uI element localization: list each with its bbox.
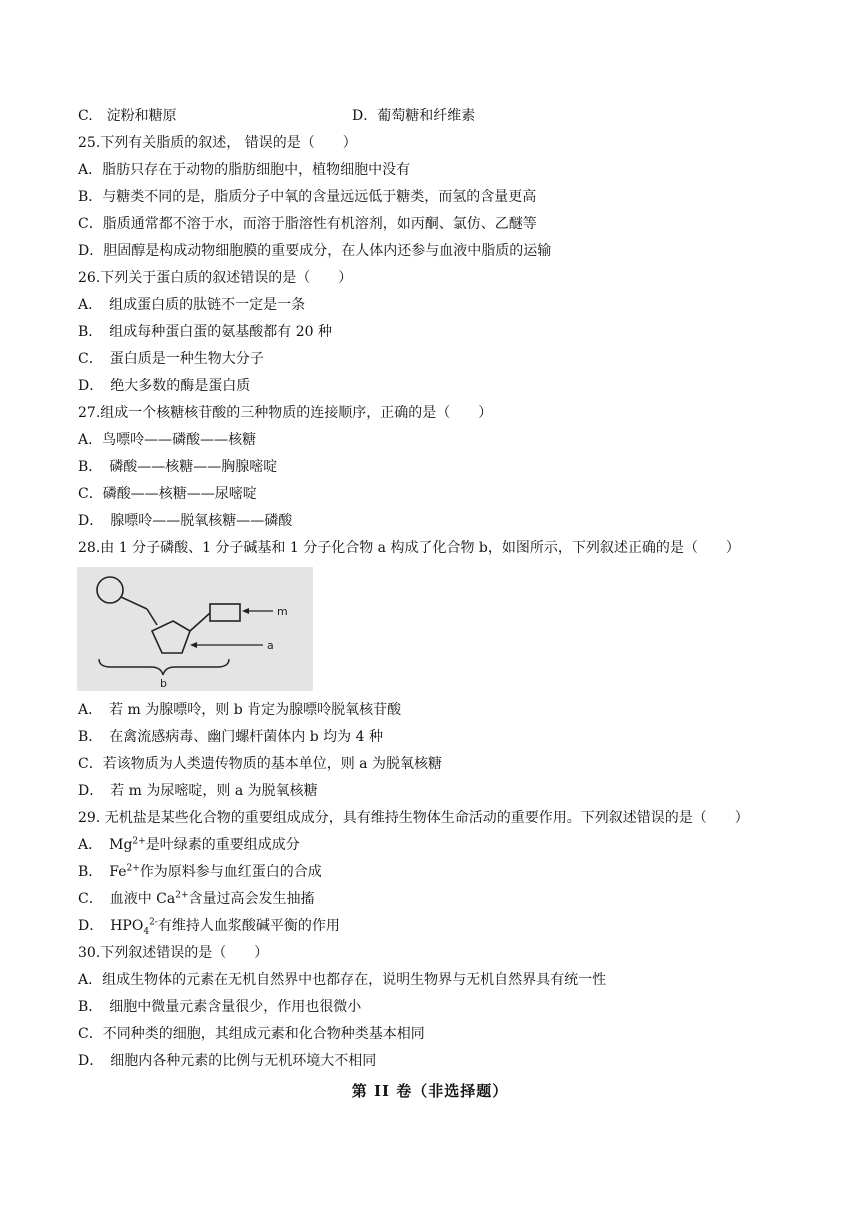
q28-option-b: B． 在禽流感病毒、幽门螺杆菌体内 b 均为 4 种	[78, 729, 383, 745]
q25-option-c: C．脂质通常都不溶于水，而溶于脂溶性有机溶剂，如丙酮、氯仿、乙醚等	[78, 216, 537, 232]
q29-option-d-charge: 2-	[149, 917, 158, 928]
q30-option-a: A．组成生物体的元素在无机自然界中也都存在，说明生物界与无机自然界具有统一性	[78, 972, 607, 988]
q27-option-c: C．磷酸——核糖——尿嘧啶	[78, 486, 257, 502]
q26-stem: 26.下列关于蛋白质的叙述错误的是（ ）	[78, 270, 353, 286]
q29-option-d-text: D． HPO	[78, 918, 144, 934]
q28-option-d: D． 若 m 为尿嘧啶，则 a 为脱氧核糖	[78, 783, 318, 799]
q29-option-b-rest: 作为原料参与血红蛋白的合成	[139, 864, 322, 880]
q26-option-c: C． 蛋白质是一种生物大分子	[78, 351, 264, 367]
q29-option-c	[78, 889, 315, 909]
q26-option-a: A． 组成蛋白质的肽链不一定是一条	[78, 297, 306, 313]
label-m: m	[277, 605, 288, 618]
q29-option-c-text: C． 血液中 Ca	[78, 891, 176, 907]
q30-option-d: D． 细胞内各种元素的比例与无机环境大不相同	[78, 1053, 377, 1069]
q29-option-a-text: A． Mg	[78, 837, 133, 853]
q29-option-a	[78, 835, 300, 855]
brace	[99, 659, 229, 675]
q25-option-b: B．与糖类不同的是，脂质分子中氧的含量远远低于糖类，而氢的含量更高	[78, 189, 537, 205]
q29-option-b-charge: 2+	[126, 863, 140, 874]
q29-option-a-rest: 是叶绿素的重要组成成分	[145, 837, 300, 853]
label-a: a	[267, 639, 274, 652]
q28-stem: 28.由 1 分子磷酸、1 分子碱基和 1 分子化合物 a 构成了化合物 b，如图所示，下列叙述正确的是（ ）	[78, 540, 740, 556]
q29-option-d-rest: 有维持人血浆酸碱平衡的作用	[157, 918, 340, 934]
q25-option-a: A．脂肪只存在于动物的脂肪细胞中，植物细胞中没有	[78, 162, 411, 178]
q29-option-b	[78, 862, 322, 882]
pentose-ring	[152, 621, 190, 653]
section-title: 第 II 卷（非选择题）	[351, 1082, 509, 1100]
q27-option-d: D． 腺嘌呤——脱氧核糖——磷酸	[78, 513, 293, 529]
q27-option-a: A．鸟嘌呤——磷酸——核糖	[78, 432, 257, 448]
base-rectangle	[210, 604, 240, 621]
q28-option-a: A． 若 m 为腺嘌呤，则 b 肯定为腺嘌呤脱氧核苷酸	[78, 702, 402, 718]
q27-stem: 27.组成一个核糖核苷酸的三种物质的连接顺序，正确的是（ ）	[78, 405, 493, 421]
q24-option-c: C. 淀粉和糖原	[78, 108, 177, 124]
q26-option-b: B． 组成每种蛋白蛋的氨基酸都有 20 种	[78, 324, 333, 340]
q30-option-c: C．不同种类的细胞，其组成元素和化合物种类基本相同	[78, 1026, 425, 1042]
q29-stem: 29. 无机盐是某些化合物的重要组成成分，具有维持生物体生命活动的重要作用。下列叙述错误的是（ ）	[78, 810, 749, 826]
q25-stem: 25.下列有关脂质的叙述， 错误的是（ ）	[78, 135, 357, 151]
q25-option-d: D．胆固醇是构成动物细胞膜的重要成分，在人体内还参与血液中脂质的运输	[78, 243, 552, 259]
q27-option-b: B． 磷酸——核糖——胸腺嘧啶	[78, 459, 278, 475]
q26-option-d: D． 绝大多数的酶是蛋白质	[78, 378, 251, 394]
q29-option-d-subscript: 4	[143, 926, 150, 937]
q24-option-d: D．葡萄糖和纤维素	[352, 108, 476, 124]
q29-option-b-text: B． Fe	[78, 864, 127, 880]
q29-option-c-rest: 含量过高会发生抽搐	[188, 891, 315, 907]
q28-option-c: C．若该物质为人类遗传物质的基本单位，则 a 为脱氧核糖	[78, 756, 442, 772]
q29-option-d	[78, 916, 340, 936]
q30-stem: 30.下列叙述错误的是（ ）	[78, 945, 269, 961]
phosphate-circle	[97, 577, 123, 603]
nucleotide-figure	[77, 567, 313, 691]
q29-option-c-charge: 2+	[175, 890, 189, 901]
q30-option-b: B． 细胞中微量元素含量很少，作用也很微小	[78, 999, 362, 1015]
q29-option-a-charge: 2+	[132, 836, 146, 847]
label-b: b	[160, 677, 167, 690]
